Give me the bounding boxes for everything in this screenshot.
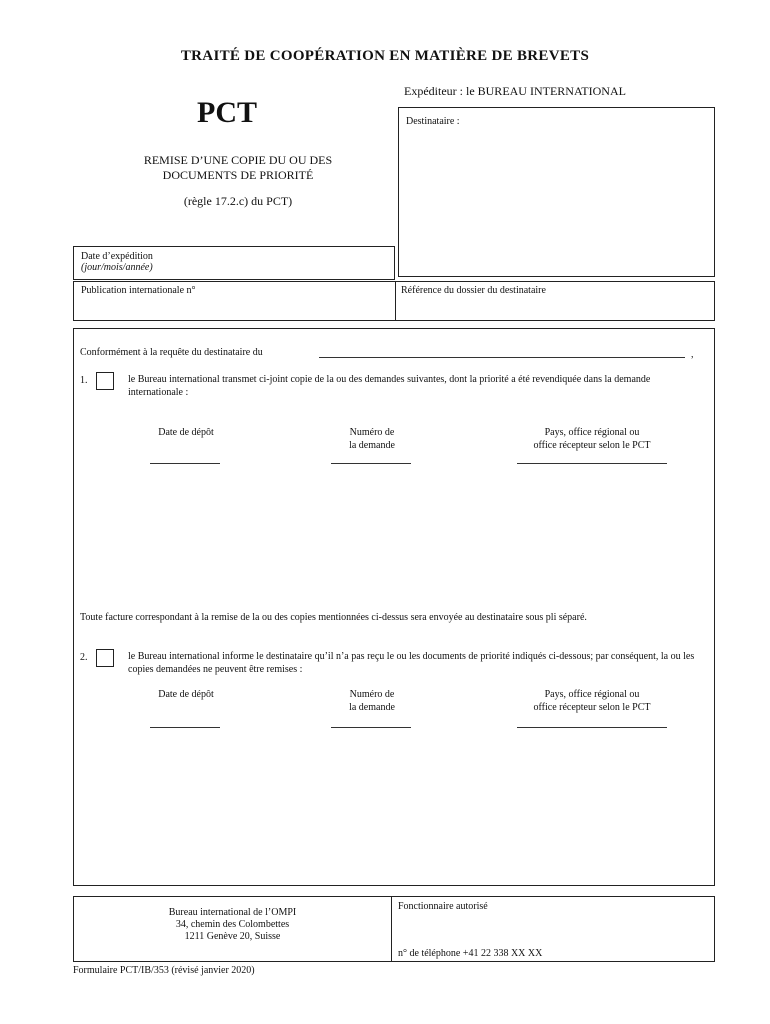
- request-date-line[interactable]: [319, 357, 685, 358]
- item1-text: le Bureau international transmet ci-joint copie de la ou des demandes suivantes, dont la priorité a été revendiquée dans la demande internationale :: [128, 374, 651, 398]
- item1-filing-date-line[interactable]: [150, 463, 220, 464]
- footer-divider: [391, 897, 392, 961]
- pct-heading: PCT: [197, 96, 257, 129]
- ib-address-line2: 34, chemin des Colombettes: [175, 919, 290, 930]
- main-section: [73, 328, 715, 886]
- item1-number: 1.: [80, 375, 88, 386]
- rule-reference: (règle 17.2.c) du PCT): [183, 194, 293, 208]
- item2-filing-date-line[interactable]: [150, 727, 220, 728]
- item1-col-app-number: [310, 426, 434, 452]
- item2-col-app-number: [310, 688, 434, 714]
- file-reference-label: Référence du dossier du destinataire: [401, 285, 546, 296]
- mailing-date-format: (jour/mois/année): [81, 262, 153, 273]
- item1-col-app-number-line2: la demande: [349, 440, 395, 451]
- form-name-line1: REMISE D’UNE COPIE DU OU DES: [143, 153, 333, 167]
- form-name: [100, 153, 376, 183]
- item1-country-line[interactable]: [517, 463, 667, 464]
- item1-col-app-number-line1: Numéro de: [349, 427, 395, 438]
- item2-number: 2.: [80, 652, 88, 663]
- form-identifier: Formulaire PCT/IB/353 (révisé janvier 2020): [73, 965, 255, 976]
- item2-country-line[interactable]: [517, 727, 667, 728]
- item2-col-filing-date: Date de dépôt: [158, 689, 214, 700]
- item2-col-app-number-line1: Numéro de: [349, 689, 395, 700]
- sender-label: Expéditeur : le BUREAU INTERNATIONAL: [404, 84, 626, 98]
- ib-address-line3: 1211 Genève 20, Suisse: [184, 931, 281, 942]
- item2-col-country-line2: office récepteur selon le PCT: [533, 702, 651, 713]
- item2-col-app-number-line2: la demande: [349, 702, 395, 713]
- mailing-date-title: Date d’expédition: [81, 251, 153, 262]
- item1-checkbox[interactable]: [96, 372, 114, 390]
- footer-section: [73, 896, 715, 962]
- invoice-note: Toute facture correspondant à la remise de la ou des copies mentionnées ci-dessus sera envoyée au destinataire sous pli séparé.: [80, 612, 587, 623]
- publication-row: [73, 281, 715, 321]
- item1-col-filing-date: Date de dépôt: [158, 427, 214, 438]
- authorized-officer-label: Fonctionnaire autorisé: [398, 901, 488, 912]
- item1-col-country: [499, 426, 685, 452]
- ib-address: [74, 907, 391, 943]
- mailing-date-label: [81, 251, 153, 273]
- item1-app-number-line[interactable]: [331, 463, 411, 464]
- item2-checkbox[interactable]: [96, 649, 114, 667]
- item2-text: le Bureau international informe le destinataire qu’il n’a pas reçu le ou les documents de priorité indiqués ci-dessous; par conséquent, la ou les copies demandées ne peuvent être remises :: [128, 651, 695, 675]
- item2-app-number-line[interactable]: [331, 727, 411, 728]
- telephone-number: n° de téléphone +41 22 338 XX XX: [398, 948, 543, 959]
- item2-col-country: [499, 688, 685, 714]
- item1-col-country-line1: Pays, office régional ou: [544, 427, 640, 438]
- form-name-line2: DOCUMENTS DE PRIORITÉ: [162, 168, 314, 182]
- ib-address-line1: Bureau international de l’OMPI: [168, 907, 297, 918]
- item2-col-country-line1: Pays, office régional ou: [544, 689, 640, 700]
- addressee-box[interactable]: [398, 107, 715, 277]
- request-intro-comma: ,: [691, 349, 694, 360]
- mailing-date-box[interactable]: [73, 246, 395, 280]
- form-title-treaty: TRAITÉ DE COOPÉRATION EN MATIÈRE DE BREVETS: [180, 48, 590, 64]
- publication-divider: [395, 282, 396, 320]
- publication-number-label: Publication internationale n°: [81, 285, 196, 296]
- item1-col-country-line2: office récepteur selon le PCT: [533, 440, 651, 451]
- addressee-label: Destinataire :: [406, 116, 460, 127]
- request-intro: Conformément à la requête du destinataire du: [80, 347, 263, 358]
